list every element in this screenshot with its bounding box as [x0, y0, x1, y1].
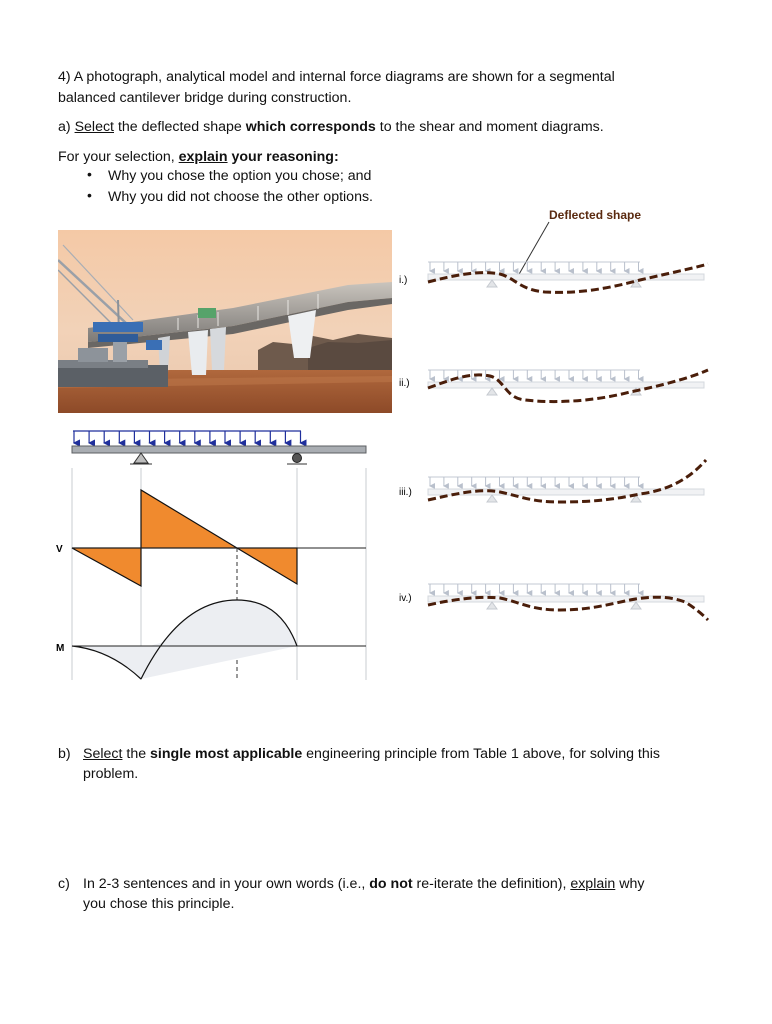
part-c-prompt: [83, 874, 644, 894]
deflected-shape-pointer: [518, 222, 549, 276]
option-label-ii: ii.): [399, 378, 410, 389]
ghost-beam-model: [428, 370, 704, 395]
part-c-explain: explain: [570, 876, 616, 892]
option-label-i: i.): [399, 275, 408, 286]
option-iv-diagram[interactable]: [428, 584, 708, 620]
part-b-rest: engineering principle from Table 1 above, for solving this: [302, 746, 661, 762]
shear-region-2: [141, 490, 237, 548]
pin-support: [130, 453, 152, 464]
shear-region-3: [237, 548, 297, 584]
beam: [72, 446, 366, 453]
option-i-diagram[interactable]: [428, 262, 708, 292]
option-label-iii: iii.): [399, 487, 412, 498]
part-b-label: b): [58, 746, 71, 762]
shear-diagram: [72, 490, 366, 586]
reasoning-prefix: For your selection,: [58, 149, 179, 165]
part-b-prompt: [83, 744, 660, 764]
option-label-iv: iv.): [399, 593, 412, 604]
intro-line-1: 4) A photograph, analytical model and internal force diagrams are shown for a segmental: [58, 69, 615, 85]
shear-label: V: [56, 544, 63, 555]
part-b-line-2: problem.: [83, 766, 139, 782]
part-b-bold: single most applicable: [150, 746, 303, 762]
deflected-shape-label: Deflected shape: [549, 208, 642, 222]
shear-region-1: [72, 548, 141, 586]
distributed-load: [73, 431, 301, 443]
part-a-prefix: a): [58, 119, 75, 135]
part-b-the: the: [122, 746, 151, 762]
part-c-line1-a: In 2-3 sentences and in your own words (i.e.,: [83, 876, 370, 892]
moment-label: M: [56, 643, 65, 654]
reasoning-explain: explain: [178, 149, 228, 165]
option-iii-deflection: [428, 460, 706, 502]
bullet-2: Why you did not choose the other options.: [108, 189, 373, 205]
part-c-bold: do not: [369, 876, 413, 892]
part-a-mid: the deflected shape: [114, 119, 246, 135]
part-c-line1-c: why: [615, 876, 645, 892]
part-b-select: Select: [83, 746, 123, 762]
part-c-line1-b: re-iterate the definition),: [412, 876, 571, 892]
bullet-dot-2: •: [87, 187, 92, 203]
part-c-label: c): [58, 876, 70, 892]
ghost-beam-model: [428, 477, 704, 502]
intro-line-2: balanced cantilever bridge during construction.: [58, 90, 352, 106]
part-a-rest: to the shear and moment diagrams.: [375, 119, 604, 135]
part-a-select: Select: [74, 119, 114, 135]
part-a-bold: which corresponds: [245, 119, 376, 135]
option-ii-diagram[interactable]: [428, 370, 708, 402]
part-c-line-2: you chose this principle.: [83, 896, 235, 912]
option-iii-diagram[interactable]: [428, 460, 706, 502]
ghost-beam-model: [428, 584, 704, 609]
moment-diagram: [72, 600, 366, 679]
roller-support: [287, 454, 307, 465]
bullet-dot-1: •: [87, 166, 92, 182]
reasoning-bold: your reasoning:: [227, 149, 339, 165]
bullet-1: Why you chose the option you chose; and: [108, 168, 372, 184]
